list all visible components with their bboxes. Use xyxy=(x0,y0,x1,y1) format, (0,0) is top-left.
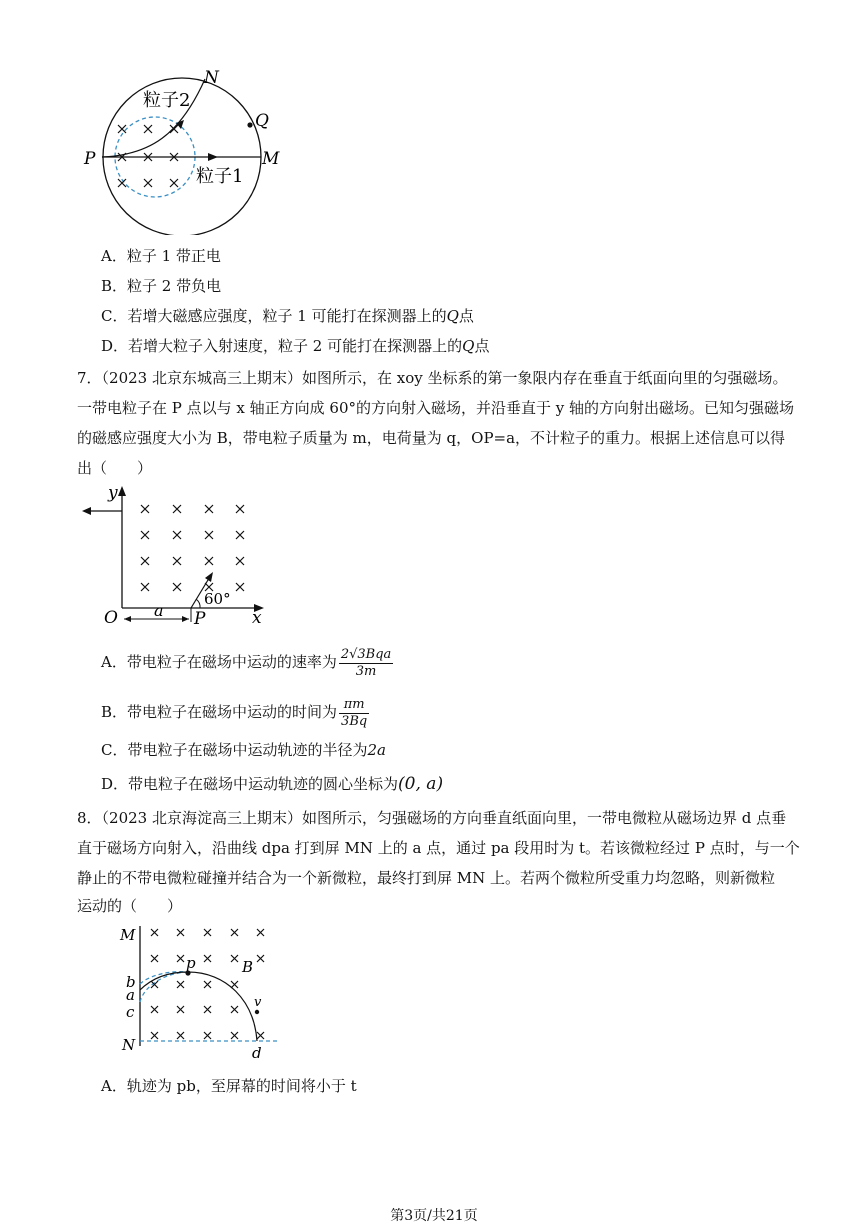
q6-option-a: A．粒子 1 带正电 xyxy=(101,247,221,265)
figure-circle-detector xyxy=(80,65,280,235)
figure-screen-mn xyxy=(114,920,294,1060)
label-angle: 60° xyxy=(204,590,231,608)
label-y-axis: y xyxy=(108,483,118,503)
label-a-screen: a xyxy=(126,986,135,1004)
label-particle-2: 粒子2 xyxy=(143,90,191,111)
q7-stem-line-1: 7．（2023 北京东城高三上期末）如图所示，在 xoy 坐标系的第一象限内存在垂直于纸面向里的匀强磁场。 xyxy=(77,369,788,387)
label-particle-1: 粒子1 xyxy=(196,166,244,187)
label-m-screen: M xyxy=(120,926,136,944)
label-p: P xyxy=(84,149,96,169)
label-v: v xyxy=(254,995,262,1010)
label-origin: O xyxy=(104,608,118,628)
label-d: d xyxy=(252,1044,262,1060)
fraction-time: $\frac{\pi m}{3Bq}$ xyxy=(341,696,368,729)
label-b: b xyxy=(126,973,136,991)
q8-stem-line-3: 静止的不带电微粒碰撞并结合为一个新微粒，最终打到屏 MN 上。若两个微粒所受重力均忽略，则新微粒 xyxy=(77,869,776,887)
q6-option-b: B．粒子 2 带负电 xyxy=(101,277,222,295)
q8-option-a: A．轨迹为 pb，至屏幕的时间将小于 t xyxy=(101,1077,357,1095)
q7-stem-line-3: 的磁感应强度大小为 B，带电粒子质量为 m，电荷量为 q，OP=a，不计粒子的重力。根据上述信息可以得 xyxy=(77,429,786,447)
q7-option-a: A．带电粒子在磁场中运动的速率为 $\frac{\text{2√3Bqa}}{3m}$ xyxy=(101,646,392,679)
label-p-point: P xyxy=(194,609,206,629)
q7-option-d: D．带电粒子在磁场中运动轨迹的圆心坐标为(0, a) xyxy=(101,774,444,794)
label-x-axis: x xyxy=(252,608,262,628)
q8-stem-line-2: 直于磁场方向射入，沿曲线 dpa 打到屏 MN 上的 a 点，通过 pa 段用时为 t。若该微粒经过 P 点时，与一个 xyxy=(77,839,800,857)
q6-option-c: C．若增大磁感应强度，粒子 1 可能打在探测器上的Q点 xyxy=(101,307,474,325)
figure-xy-field xyxy=(78,480,278,630)
q7-stem-line-2: 一带电粒子在 P 点以与 x 轴正方向成 60°的方向射入磁场，并沿垂直于 y 轴的方向射出磁场。已知匀强磁场 xyxy=(77,399,794,417)
q7-option-c: C．带电粒子在磁场中运动轨迹的半径为2a xyxy=(101,741,386,759)
fraction-speed: $\frac{\text{2√3Bqa}}{3m}$ xyxy=(340,646,392,679)
label-q: Q xyxy=(255,111,269,131)
label-a: a xyxy=(154,601,164,620)
label-n-screen: N xyxy=(122,1036,136,1054)
q6-option-d: D．若增大粒子入射速度，粒子 2 可能打在探测器上的Q点 xyxy=(101,337,490,355)
label-p-small: p xyxy=(186,954,196,972)
page-footer: 第3页/共21页 xyxy=(390,1208,478,1224)
label-b-field: B xyxy=(242,958,254,976)
q8-stem-line-4: 运动的（ ） xyxy=(77,897,183,915)
q7-option-b: B．带电粒子在磁场中运动的时间为 $\frac{\pi m}{3Bq}$ xyxy=(101,696,368,729)
q7-stem-line-4: 出（ ） xyxy=(77,459,153,477)
q8-stem-line-1: 8．（2023 北京海淀高三上期末）如图所示，匀强磁场的方向垂直纸面向里，一带电微粒从磁场边界 d 点垂 xyxy=(77,809,787,827)
label-c: c xyxy=(126,1003,135,1021)
label-n: N xyxy=(204,68,219,88)
label-m: M xyxy=(262,149,280,169)
